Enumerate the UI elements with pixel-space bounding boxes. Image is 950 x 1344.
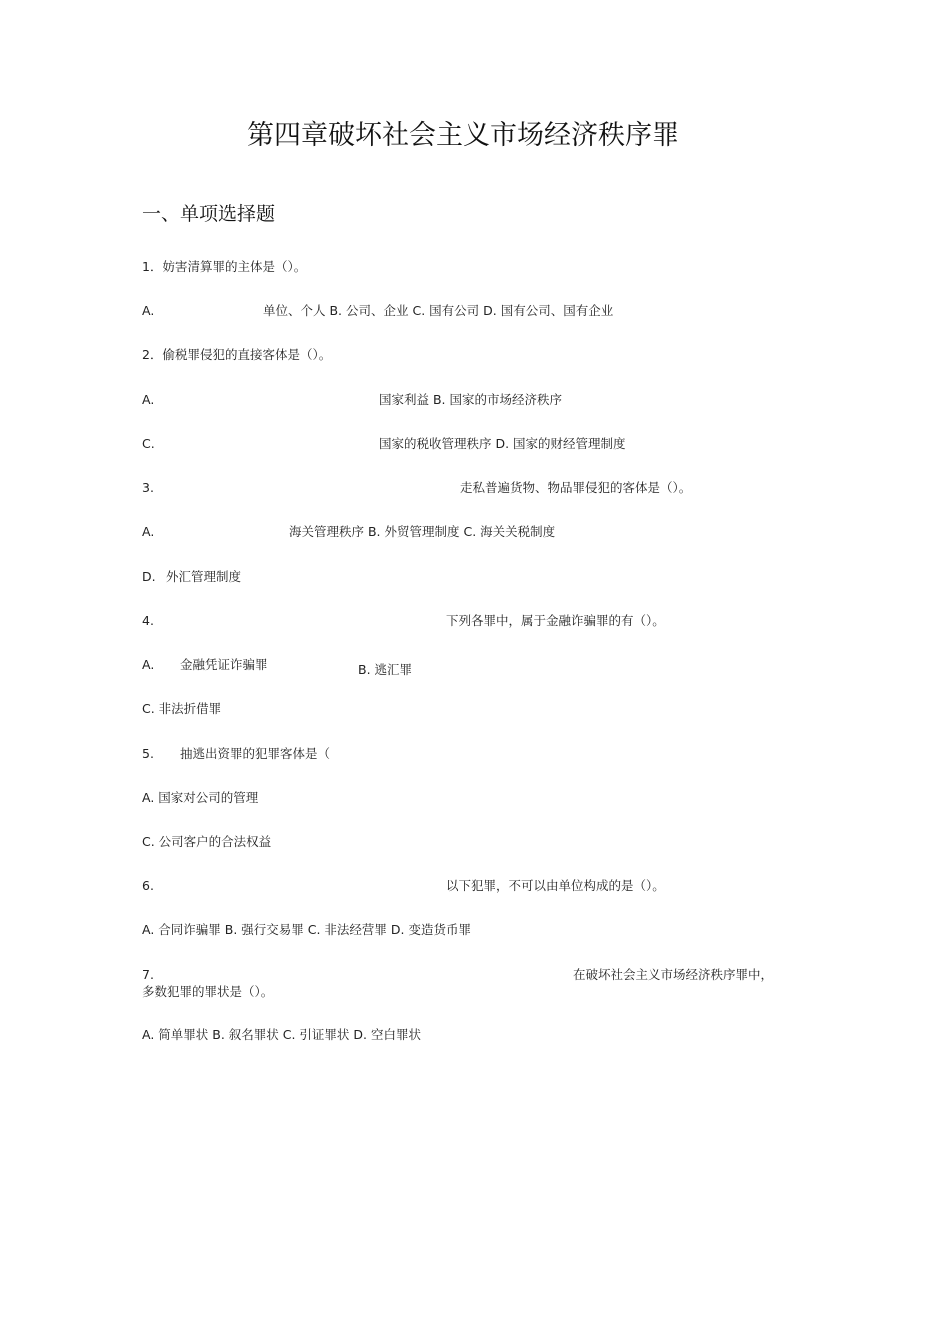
question-3-options-abc: 海关管理秩序 B. 外贸管理制度 C. 海关关税制度: [289, 524, 556, 539]
question-3-stem: 走私普遍货物、物品罪侵犯的客体是（）。: [460, 480, 692, 495]
question-4-option-a-label: A.: [142, 657, 155, 672]
question-7-number: 7.: [142, 967, 154, 982]
question-3-option-d: 外汇管理制度: [166, 569, 242, 584]
question-1-stem: 1．妨害清算罪的主体是（）。: [142, 259, 307, 274]
question-5-stem: 抽逃出资罪的犯罪客体是（: [180, 746, 331, 761]
question-4-stem: 下列各罪中，属于金融诈骗罪的有（）。: [446, 613, 665, 628]
question-2-stem: 2．偷税罪侵犯的直接客体是（）。: [142, 347, 332, 362]
question-3-option-a-label: A.: [142, 524, 155, 539]
question-5-option-a: A. 国家对公司的管理: [142, 790, 259, 805]
question-2-options-ab: 国家利益 B. 国家的市场经济秩序: [379, 392, 562, 407]
question-6-options: A. 合同诈骗罪 B. 强行交易罪 C. 非法经营罪 D. 变造货币罪: [142, 922, 471, 937]
question-4-number: 4.: [142, 613, 154, 628]
document-title: 第四章破坏社会主义市场经济秩序罪: [247, 120, 679, 151]
question-3-number: 3.: [142, 480, 154, 495]
question-6-number: 6.: [142, 878, 154, 893]
question-5-option-c: C. 公司客户的合法权益: [142, 834, 272, 849]
question-7-stem-part-2: 多数犯罪的罪状是（）。: [142, 984, 274, 999]
question-6-stem: 以下犯罪，不可以由单位构成的是（）。: [446, 878, 665, 893]
question-4-option-a: 金融凭证诈骗罪: [180, 657, 268, 672]
question-2-option-c-label: C.: [142, 436, 155, 451]
question-4-option-c: C. 非法折借罪: [142, 701, 222, 716]
section-heading: 一、单项选择题: [142, 203, 276, 225]
question-3-option-d-label: D.: [142, 569, 156, 584]
question-1-options: 单位、个人 B. 公司、企业 C. 国有公司 D. 国有公司、国有企业: [263, 303, 614, 318]
question-7-options: A. 简单罪状 B. 叙名罪状 C. 引证罪状 D. 空白罪状: [142, 1027, 421, 1042]
question-2-options-cd: 国家的税收管理秩序 D. 国家的财经管理制度: [379, 436, 626, 451]
question-4-option-b: B. 逃汇罪: [358, 662, 413, 677]
question-1-option-label: A.: [142, 303, 155, 318]
question-2-option-a-label: A.: [142, 392, 155, 407]
question-5-number: 5.: [142, 746, 154, 761]
question-7-stem-part-1: 在破坏社会主义市场经济秩序罪中，: [573, 967, 774, 982]
